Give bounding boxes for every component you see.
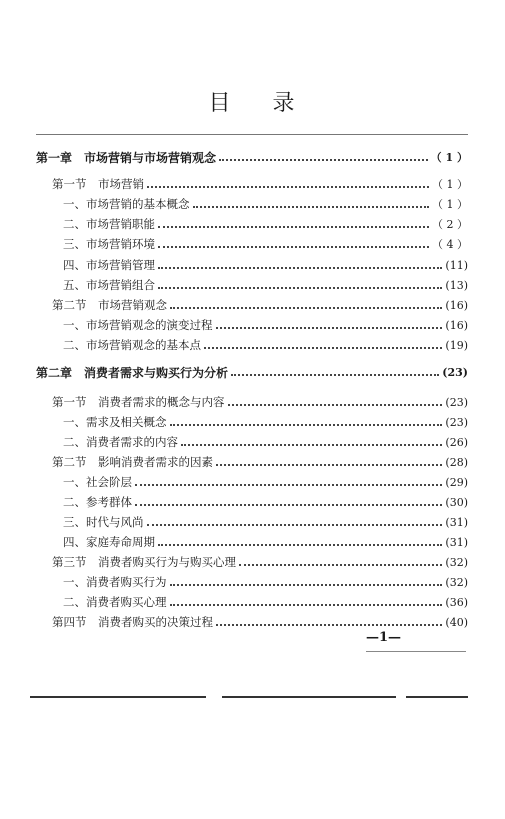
dot-leader xyxy=(158,267,442,269)
toc-entry-section xyxy=(52,176,468,192)
toc-entry-page: (26) xyxy=(445,435,468,449)
toc-entry-label: 二、市场营销职能 xyxy=(63,217,155,231)
toc-entry-label: 二、市场营销观念的基本点 xyxy=(63,338,201,352)
toc-entry-item xyxy=(63,277,468,293)
toc-entry-page: (40) xyxy=(445,615,468,629)
toc-entry-item xyxy=(63,594,468,610)
toc-entry-page: (29) xyxy=(445,475,468,489)
toc-entry-section xyxy=(52,297,468,313)
toc-entry-label: 三、市场营销环境 xyxy=(63,237,155,251)
toc-entry-page: (19) xyxy=(445,338,468,352)
toc-entry-page: （ 1 ） xyxy=(432,178,468,191)
toc-entry-label: 第二节 影响消费者需求的因素 xyxy=(52,455,213,469)
toc-entry-page: (16) xyxy=(445,298,468,312)
page-number-rule xyxy=(366,651,466,652)
dot-leader xyxy=(228,404,443,406)
dot-leader xyxy=(158,246,429,248)
toc-entry-item xyxy=(63,196,468,212)
toc-entry-page: （ 1 ） xyxy=(432,198,468,211)
toc-entry-item xyxy=(63,216,468,232)
dot-leader xyxy=(216,624,442,626)
toc-entry-page: (13) xyxy=(445,278,468,292)
dot-leader xyxy=(219,159,428,161)
dot-leader xyxy=(158,287,442,289)
dot-leader xyxy=(204,347,442,349)
toc-entry-page: (16) xyxy=(445,318,468,332)
dot-leader xyxy=(147,186,429,188)
dot-leader xyxy=(193,206,430,208)
toc-entry-item xyxy=(63,534,468,550)
toc-entry-chapter xyxy=(36,149,468,165)
toc-entry-label: 第一节 消费者需求的概念与内容 xyxy=(52,395,225,409)
toc-entry-label: 一、消费者购买行为 xyxy=(63,575,167,589)
toc-entry-label: 第一章 市场营销与市场营销观念 xyxy=(36,150,217,165)
bottom-rule-2 xyxy=(222,696,396,698)
toc-entry-section xyxy=(52,454,468,470)
toc-entry-item xyxy=(63,337,468,353)
toc-entry-section xyxy=(52,614,468,630)
toc-entry-item xyxy=(63,414,468,430)
toc-title-left: 目 xyxy=(208,91,233,116)
toc-entry-section xyxy=(52,554,468,570)
toc-entry-section xyxy=(52,394,468,410)
toc-entry-page: (28) xyxy=(445,455,468,469)
toc-entry-label: 二、参考群体 xyxy=(63,495,132,509)
toc-entry-item xyxy=(63,236,468,252)
toc-entry-label: 第二章 消费者需求与购买行为分析 xyxy=(36,365,229,380)
toc-entry-page: (23) xyxy=(445,415,468,429)
toc-entry-page: (31) xyxy=(445,515,468,529)
dot-leader xyxy=(231,374,439,376)
toc-entry-label: 一、社会阶层 xyxy=(63,475,132,489)
toc-entry-label: 第一节 市场营销 xyxy=(52,177,144,191)
toc-entry-label: 一、市场营销的基本概念 xyxy=(63,197,190,211)
toc-entry-page: (23) xyxy=(442,365,468,379)
toc-entry-label: 一、需求及相关概念 xyxy=(63,415,167,429)
dot-leader xyxy=(170,584,443,586)
dot-leader xyxy=(158,226,429,228)
toc-entry-item xyxy=(63,514,468,530)
toc-entry-label: 五、市场营销组合 xyxy=(63,278,155,292)
toc-entry-label: 四、家庭寿命周期 xyxy=(63,535,155,549)
dot-leader xyxy=(216,327,443,329)
toc-entry-page: (36) xyxy=(445,595,468,609)
toc-entry-label: 二、消费者需求的内容 xyxy=(63,435,178,449)
toc-entry-page: （ 4 ） xyxy=(432,238,468,251)
toc-title-right: 录 xyxy=(272,91,297,116)
toc-entry-item xyxy=(63,574,468,590)
dot-leader xyxy=(135,504,442,506)
toc-entry-item xyxy=(63,474,468,490)
toc-entry-page: （ 2 ） xyxy=(432,218,468,231)
toc-entry-item xyxy=(63,257,468,273)
toc-entry-chapter xyxy=(36,364,468,380)
toc-entry-page: (11) xyxy=(445,258,468,272)
dot-leader xyxy=(170,604,443,606)
toc-entry-label: 三、时代与风尚 xyxy=(63,515,144,529)
dot-leader xyxy=(216,464,442,466)
toc-entry-item xyxy=(63,494,468,510)
bottom-rule-3 xyxy=(406,696,468,698)
page-number: —1— xyxy=(366,630,402,645)
dot-leader xyxy=(147,524,443,526)
dot-leader xyxy=(158,544,442,546)
dot-leader xyxy=(170,424,443,426)
toc-entry-page: (30) xyxy=(445,495,468,509)
toc-entry-page: (32) xyxy=(445,575,468,589)
toc-entry-label: 四、市场营销管理 xyxy=(63,258,155,272)
dot-leader xyxy=(170,307,442,309)
toc-entry-label: 第四节 消费者购买的决策过程 xyxy=(52,615,213,629)
bottom-rule-1 xyxy=(30,696,206,698)
toc-entry-page: (23) xyxy=(445,395,468,409)
dot-leader xyxy=(181,444,442,446)
dot-leader xyxy=(239,564,442,566)
toc-entry-page: (31) xyxy=(445,535,468,549)
toc-entry-label: 一、市场营销观念的演变过程 xyxy=(63,318,213,332)
toc-entry-label: 第三节 消费者购买行为与购买心理 xyxy=(52,555,236,569)
toc-entry-item xyxy=(63,434,468,450)
toc-entry-label: 二、消费者购买心理 xyxy=(63,595,167,609)
toc-entry-label: 第二节 市场营销观念 xyxy=(52,298,167,312)
toc-entry-item xyxy=(63,317,468,333)
dot-leader xyxy=(135,484,442,486)
toc-entry-page: (32) xyxy=(445,555,468,569)
toc-entry-page: （ 1 ） xyxy=(430,151,468,164)
